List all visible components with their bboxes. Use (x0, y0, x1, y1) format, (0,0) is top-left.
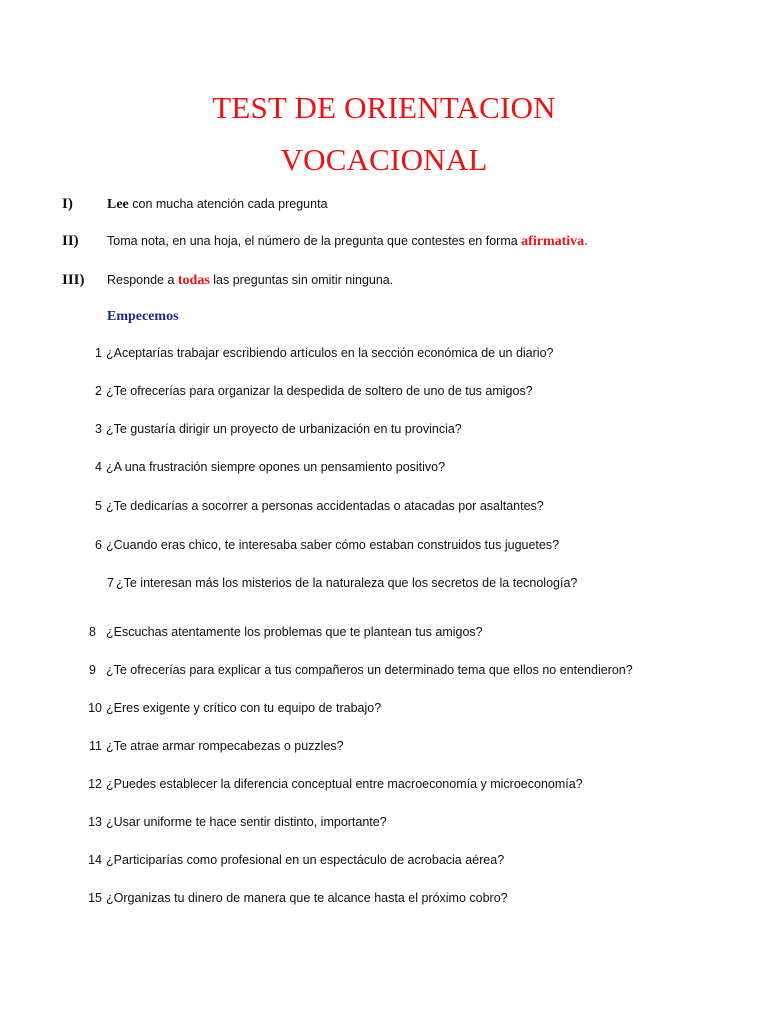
question-text: ¿Cuando eras chico, te interesaba saber cómo estaban construidos tus juguetes? (106, 538, 560, 552)
instruction-before: Responde a (107, 273, 178, 287)
question-text: ¿Eres exigente y crítico con tu equipo de trabajo? (106, 701, 382, 715)
question-text: ¿Te atrae armar rompecabezas o puzzles? (106, 739, 344, 753)
start-label: Empecemos (107, 309, 179, 324)
question-number: 8 (89, 625, 96, 639)
instruction-rest: con mucha atención cada pregunta (128, 197, 328, 211)
question-item (0, 422, 768, 442)
instruction-1 (0, 196, 768, 218)
question-item (0, 815, 768, 835)
question-number: 14 (88, 853, 102, 867)
instruction-lead-word: Lee (107, 197, 129, 212)
question-item (0, 576, 768, 596)
question-item (0, 853, 768, 873)
question-item (0, 739, 768, 759)
question-text: ¿Aceptarías trabajar escribiendo artículos en la sección económica de un diario? (106, 346, 554, 360)
question-item (0, 346, 768, 366)
instruction-numeral: I) (62, 196, 73, 212)
document-title-line-1: TEST DE ORIENTACION (212, 90, 556, 125)
question-item (0, 701, 768, 721)
question-text: ¿Participarías como profesional en un espectáculo de acrobacia aérea? (106, 853, 505, 867)
instruction-2 (0, 233, 768, 255)
question-text: ¿Escuchas atentamente los problemas que te plantean tus amigos? (106, 625, 483, 639)
instruction-before: Toma nota, en una hoja, el número de la pregunta que contestes en forma (107, 234, 522, 248)
question-number: 15 (88, 891, 102, 905)
question-item (0, 499, 768, 519)
instruction-after: las preguntas sin omitir ninguna. (209, 273, 394, 287)
question-text: ¿Puedes establecer la diferencia conceptual entre macroeconomía y microeconomía? (106, 777, 583, 791)
question-number: 6 (95, 538, 102, 552)
question-text: ¿Te interesan más los misterios de la naturaleza que los secretos de la tecnología? (116, 576, 578, 590)
instruction-highlight: todas (177, 273, 210, 288)
instruction-numeral: II) (62, 233, 79, 249)
question-text: ¿Usar uniforme te hace sentir distinto, importante? (106, 815, 387, 829)
question-number: 4 (95, 460, 102, 474)
question-number: 13 (88, 815, 102, 829)
instruction-numeral: III) (62, 272, 85, 288)
question-number: 11 (89, 739, 102, 753)
question-text: ¿A una frustración siempre opones un pensamiento positivo? (106, 460, 446, 474)
document-title-line-2: VOCACIONAL (280, 142, 488, 177)
question-item (0, 777, 768, 797)
question-text: ¿Te ofrecerías para organizar la despedida de soltero de uno de tus amigos? (106, 384, 533, 398)
question-text: ¿Te dedicarías a socorrer a personas accidentadas o atacadas por asaltantes? (106, 499, 544, 513)
question-number: 3 (95, 422, 102, 436)
instruction-text (107, 234, 588, 250)
question-number: 12 (88, 777, 102, 791)
question-text: ¿Te gustaría dirigir un proyecto de urbanización en tu provincia? (106, 422, 462, 436)
question-item (0, 625, 768, 645)
question-number: 9 (89, 663, 96, 677)
question-item (0, 891, 768, 911)
instruction-text (107, 273, 393, 289)
instruction-highlight: afirmativa (521, 234, 585, 249)
question-item (0, 460, 768, 480)
question-number: 7 (107, 576, 114, 590)
question-item (0, 663, 768, 683)
question-number: 2 (95, 384, 102, 398)
question-number: 1 (95, 346, 102, 360)
question-number: 5 (95, 499, 102, 513)
question-text: ¿Te ofrecerías para explicar a tus compañeros un determinado tema que ellos no entendieron? (106, 663, 633, 677)
instruction-after: . (584, 234, 588, 248)
instruction-3 (0, 272, 768, 294)
instruction-text (107, 197, 328, 213)
question-item (0, 384, 768, 404)
question-text: ¿Organizas tu dinero de manera que te alcance hasta el próximo cobro? (106, 891, 508, 905)
question-item (0, 538, 768, 558)
question-number: 10 (88, 701, 102, 715)
